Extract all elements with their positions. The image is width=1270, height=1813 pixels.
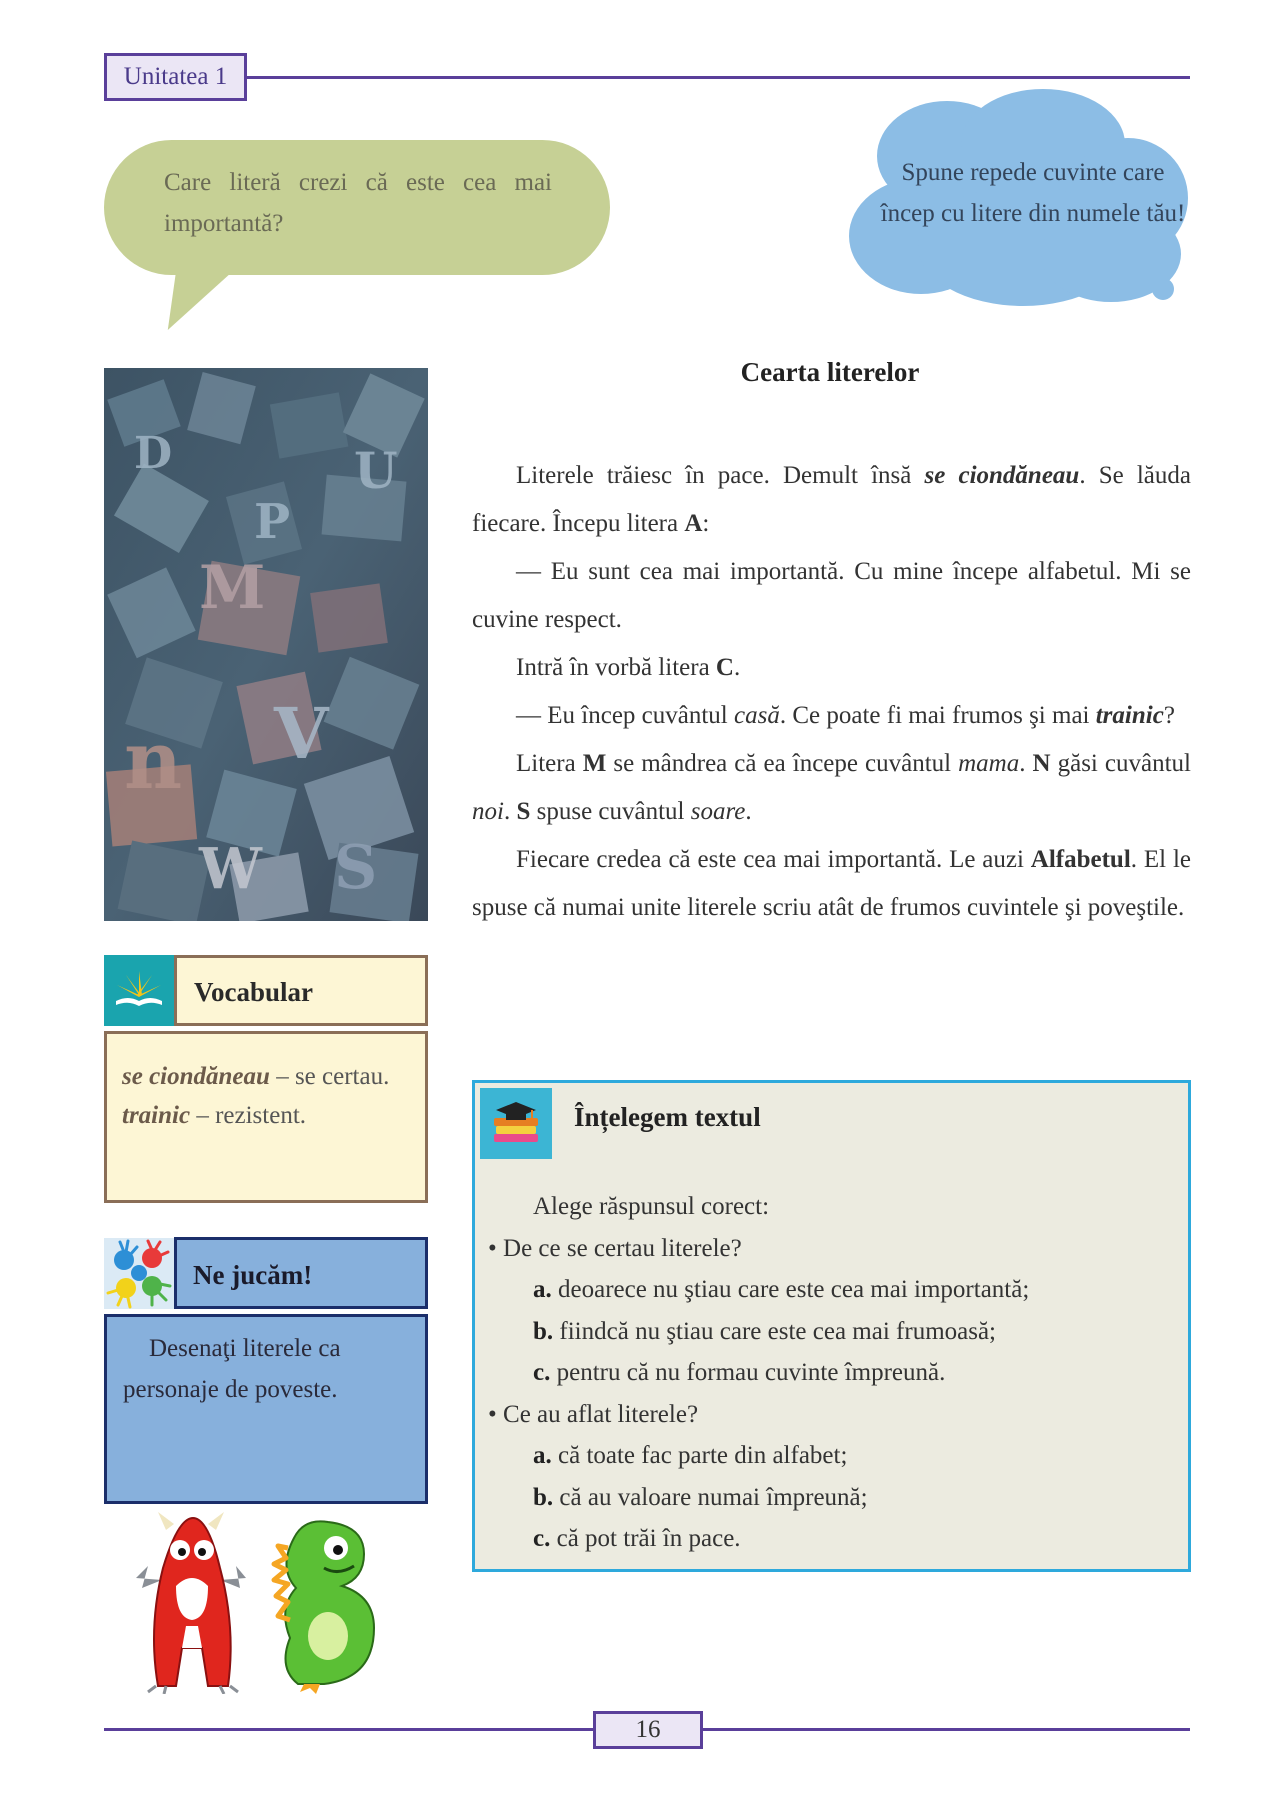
story-run: .: [745, 798, 752, 825]
answer-option: [488, 1477, 1178, 1519]
story-paragraph: [472, 452, 1191, 548]
svg-text:V: V: [274, 692, 329, 775]
story-run: Alfabetul: [1030, 846, 1131, 873]
story-run: trainic: [1095, 702, 1164, 729]
story-run: noi: [472, 798, 504, 825]
option-letter: a.: [533, 1276, 552, 1303]
painted-hands-icon: [104, 1238, 174, 1309]
game-title: Ne jucăm!: [174, 1237, 428, 1309]
game-icon-box: [104, 1238, 174, 1309]
svg-text:S: S: [334, 833, 378, 903]
footer-rule-left: [104, 1728, 593, 1731]
books-graduation-cap-icon: [480, 1088, 552, 1159]
story-paragraph: [472, 548, 1191, 644]
story-run: Litera: [516, 750, 583, 777]
answer-option: [488, 1352, 1178, 1394]
story-paragraph: [472, 740, 1191, 836]
story-run: se mândrea că ea începe cuvântul: [606, 750, 959, 777]
vocabulary-definition: – se certau.: [269, 1063, 390, 1090]
book-sunrise-icon: [104, 955, 174, 1026]
story-paragraph: [472, 644, 1191, 692]
vocabulary-term: se ciondăneau: [122, 1063, 270, 1090]
answer-option: [488, 1435, 1178, 1477]
option-text: că au valoare numai împreună;: [553, 1483, 868, 1511]
story-run: C: [715, 654, 734, 681]
vocabulary-icon-box: [104, 955, 174, 1026]
answer-option: [488, 1269, 1178, 1311]
option-text: deoarece nu ştiau care este cea mai importantă;: [551, 1276, 1030, 1303]
game-body: Desenaţi literele ca personaje de poveste.: [104, 1314, 428, 1504]
footer-rule-right: [703, 1728, 1190, 1731]
story-run: — Eu sunt cea mai importantă. Cu mine începe alfabetul. Mi se cuvine respect.: [472, 558, 1191, 633]
monster-b-illustration: [274, 1521, 374, 1694]
page-number: 16: [593, 1711, 703, 1749]
comprehension-body: [488, 1186, 1178, 1560]
option-letter: b.: [533, 1317, 554, 1345]
header-rule: [247, 76, 1190, 79]
thought-cloud-text: Spune repede cuvinte care încep cu litere din numele tău!: [880, 159, 1186, 227]
story-run: .: [1019, 750, 1033, 777]
option-letter: c.: [533, 1359, 551, 1386]
story-run: . Ce poate fi mai frumos şi mai: [779, 702, 1096, 729]
speech-bubble-tail: [168, 270, 234, 330]
option-letter: b.: [533, 1483, 554, 1511]
svg-text:D: D: [134, 428, 173, 479]
comprehension-title: Înțelegem textul: [574, 1102, 761, 1132]
story-run: ?: [1163, 702, 1175, 729]
story-run: se ciondăneau: [924, 462, 1080, 489]
story-run: spuse cuvântul: [530, 798, 691, 825]
story-run: .: [503, 798, 517, 825]
vocabulary-title: Vocabular: [174, 955, 428, 1026]
answer-option: [488, 1518, 1178, 1560]
story-run: Fiecare credea că este cea mai importantă. Le auzi: [516, 846, 1031, 873]
vocabulary-term: trainic: [122, 1102, 191, 1129]
story-run: N: [1032, 750, 1051, 777]
option-text: că pot trăi în pace.: [550, 1525, 741, 1552]
unit-label: Unitatea 1: [104, 53, 247, 101]
question-text: De ce se certau literele?: [503, 1234, 742, 1262]
story-run: M: [582, 750, 607, 777]
vocabulary-entry: [122, 1057, 411, 1096]
vocabulary-definition: – rezistent.: [190, 1102, 307, 1129]
story-run: . Se lăuda fiecare. Începu litera: [472, 462, 1191, 537]
monster-a-illustration: [136, 1512, 246, 1694]
question: • Ce au aflat literele?: [488, 1400, 699, 1428]
svg-text:n: n: [124, 713, 183, 807]
story-run: S: [516, 798, 531, 825]
question-text: Ce au aflat literele?: [503, 1400, 699, 1428]
question: • De ce se certau literele?: [488, 1234, 742, 1262]
svg-text:W: W: [199, 836, 262, 902]
story-run: A: [684, 510, 703, 537]
option-letter: c.: [533, 1525, 551, 1552]
monster-letters-illustration: [128, 1508, 424, 1694]
answer-option: [488, 1311, 1178, 1353]
option-text: pentru că nu formau cuvinte împreună.: [550, 1359, 946, 1386]
story-run: — Eu încep cuvântul: [516, 702, 734, 729]
vocabulary-body: [104, 1031, 428, 1203]
svg-text:U: U: [354, 441, 398, 500]
option-text: că toate fac parte din alfabet;: [551, 1442, 848, 1469]
story-run: Intră în vorbă litera: [516, 654, 716, 681]
vocabulary-entry: [122, 1096, 411, 1135]
story-run: mama: [958, 750, 1020, 777]
story-run: :: [702, 510, 710, 537]
story-paragraph: [472, 692, 1191, 740]
story-run: Literele trăiesc în pace. Demult însă: [516, 462, 925, 489]
option-text: fiindcă nu ştiau care este cea mai frumoasă;: [553, 1317, 997, 1345]
option-letter: a.: [533, 1442, 552, 1469]
comprehension-instruction: Alege răspunsul corect:: [533, 1193, 770, 1220]
story-run: casă: [734, 702, 780, 729]
letterpress-photo: [104, 368, 428, 921]
story-run: găsi cuvântul: [1050, 750, 1191, 777]
story-paragraph: [472, 836, 1191, 932]
speech-bubble: Care literă crezi că este cea mai importantă?: [104, 140, 610, 275]
story-title: Cearta literelor: [740, 357, 920, 387]
story-text: [472, 452, 1191, 932]
story-run: soare: [690, 798, 746, 825]
svg-text:M: M: [199, 553, 266, 623]
story-run: .: [733, 654, 741, 681]
story-run: . El le spuse că numai unite literele scriu atât de frumos cuvintele şi poveştile.: [472, 846, 1191, 921]
svg-text:P: P: [254, 494, 291, 550]
comprehension-icon-box: [480, 1088, 552, 1159]
